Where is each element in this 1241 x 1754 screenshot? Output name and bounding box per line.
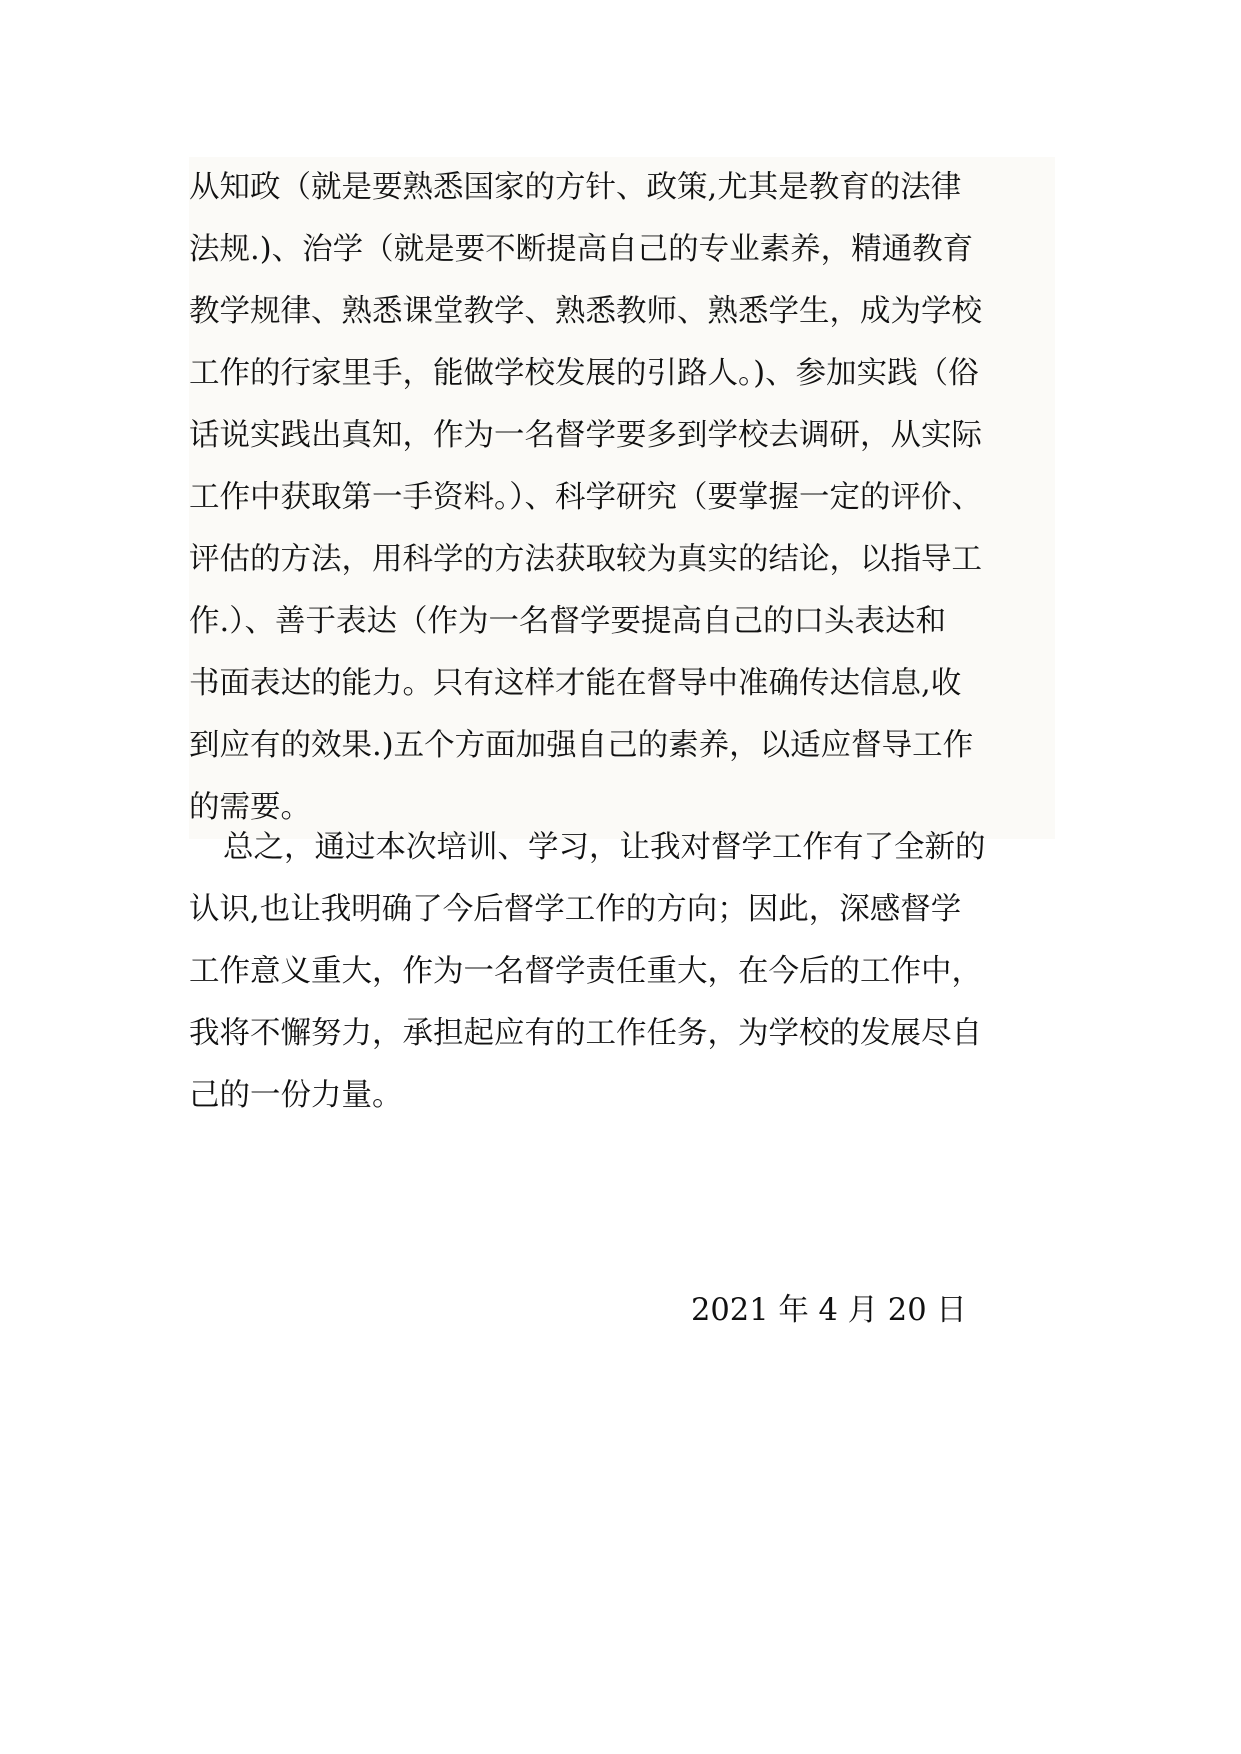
- paragraph-line: 评估的方法，用科学的方法获取较为真实的结论，以指导工: [189, 542, 982, 577]
- signature-date: 2021 年 4 月 20 日: [691, 1293, 967, 1328]
- paragraph-line: 作.）、善于表达（作为一名督学要提高自己的口头表达和: [189, 604, 946, 639]
- paragraph-line: 我将不懈努力，承担起应有的工作任务，为学校的发展尽自: [189, 1016, 982, 1051]
- paragraph-line: 的需要。: [189, 790, 311, 825]
- paragraph-line: 教学规律、熟悉课堂教学、熟悉教师、熟悉学生，成为学校: [189, 294, 982, 329]
- paragraph-line: 到应有的效果.)五个方面加强自己的素养，以适应督导工作: [189, 728, 974, 763]
- paragraph-line: 己的一份力量。: [189, 1078, 403, 1113]
- paragraph-line: 总之，通过本次培训、学习，让我对督学工作有了全新的: [223, 830, 986, 865]
- paragraph-qualities: [189, 157, 1055, 839]
- paragraph-line: 工作中获取第一手资料。）、科学研究（要掌握一定的评价、: [189, 480, 982, 515]
- paragraph-line: 工作的行家里手，能做学校发展的引路人。)、参加实践（俗: [189, 356, 979, 391]
- paragraph-line: 工作意义重大，作为一名督学责任重大，在今后的工作中，: [189, 954, 982, 989]
- paragraph-line: 从知政（就是要熟悉国家的方针、政策,尤其是教育的法律: [189, 170, 962, 205]
- paragraph-line: 认识,也让我明确了今后督学工作的方向；因此，深感督学: [189, 892, 962, 927]
- paragraph-line: 书面表达的能力。只有这样才能在督导中准确传达信息,收: [189, 666, 962, 701]
- paragraph-line: 话说实践出真知，作为一名督学要多到学校去调研，从实际: [189, 418, 982, 453]
- paragraph-conclusion: [189, 817, 1055, 1127]
- paragraph-line: 法规.)、治学（就是要不断提高自己的专业素养，精通教育: [189, 232, 974, 267]
